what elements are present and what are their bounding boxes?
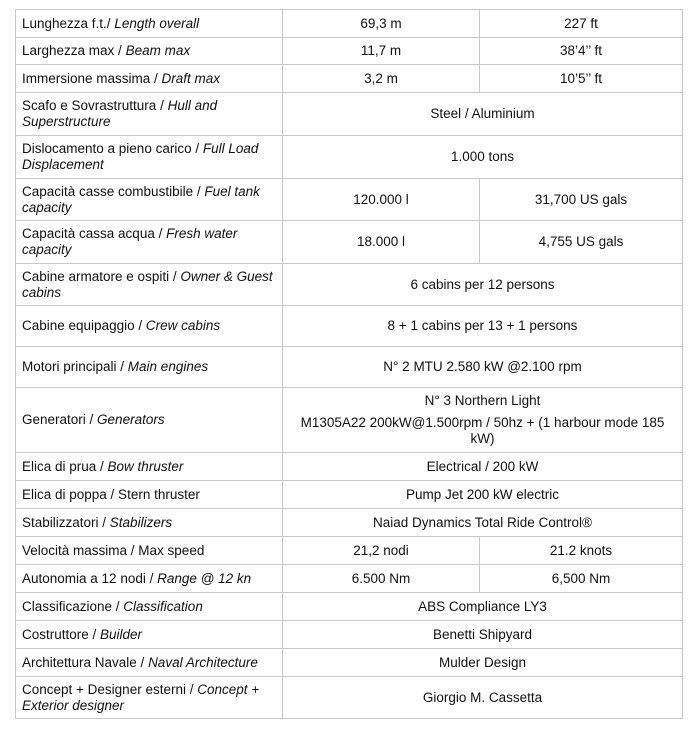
spec-value: Electrical / 200 kW [283, 453, 683, 481]
spec-label: Concept + Designer esterni / Concept + Exterior designer [16, 677, 283, 719]
spec-label: Elica di poppa / Stern thruster [16, 481, 283, 509]
spec-row-length-overall [16, 10, 683, 38]
spec-value-imperial: 4,755 US gals [480, 221, 683, 264]
spec-row-builder [16, 621, 683, 649]
spec-value-imperial: 38’4’’ ft [480, 38, 683, 65]
generator-model: M1305A22 200kW@1.500rpm / 50hz + (1 harbour mode 185 kW) [300, 415, 665, 446]
spec-row-classification [16, 593, 683, 621]
spec-row-stabilizers [16, 509, 683, 537]
spec-row-stern-thruster [16, 481, 683, 509]
spec-value-imperial: 31,700 US gals [480, 179, 683, 221]
spec-label: Costruttore / Builder [16, 621, 283, 649]
spec-row-draft-max [16, 65, 683, 93]
spec-row-beam-max [16, 38, 683, 65]
spec-label: Architettura Navale / Naval Architecture [16, 649, 283, 677]
spec-value: 8 + 1 cabins per 13 + 1 persons [283, 306, 683, 347]
specifications-table [15, 9, 683, 719]
spec-value: 1.000 tons [283, 136, 683, 179]
spec-value-imperial: 21.2 knots [480, 537, 683, 565]
spec-value [283, 388, 683, 453]
spec-value-metric: 21,2 nodi [283, 537, 480, 565]
spec-label: Larghezza max / Beam max [16, 38, 283, 65]
spec-value-metric: 69,3 m [283, 10, 480, 38]
generator-count: N° 3 Northern Light [424, 393, 541, 408]
spec-row-bow-thruster [16, 453, 683, 481]
spec-value-metric: 11,7 m [283, 38, 480, 65]
spec-value-imperial: 10’5’’ ft [480, 65, 683, 93]
spec-value: Steel / Aluminium [283, 93, 683, 136]
spec-row-main-engines [16, 347, 683, 388]
spec-row-fresh-water-capacity [16, 221, 683, 264]
spec-label: Dislocamento a pieno carico / Full Load Displacement [16, 136, 283, 179]
spec-label: Elica di prua / Bow thruster [16, 453, 283, 481]
spec-label: Scafo e Sovrastruttura / Hull and Superstructure [16, 93, 283, 136]
spec-row-full-load-displacement [16, 136, 683, 179]
spec-value-imperial: 6,500 Nm [480, 565, 683, 593]
spec-label: Stabilizzatori / Stabilizers [16, 509, 283, 537]
spec-label: Motori principali / Main engines [16, 347, 283, 388]
spec-label: Generatori / Generators [16, 388, 283, 453]
spec-value: Giorgio M. Cassetta [283, 677, 683, 719]
spec-value: ABS Compliance LY3 [283, 593, 683, 621]
spec-row-owner-guest-cabins [16, 264, 683, 306]
spec-row-hull-superstructure [16, 93, 683, 136]
spec-value: Naiad Dynamics Total Ride Control® [283, 509, 683, 537]
spec-row-exterior-designer [16, 677, 683, 719]
spec-label: Autonomia a 12 nodi / Range @ 12 kn [16, 565, 283, 593]
spec-label: Immersione massima / Draft max [16, 65, 283, 93]
spec-value: Benetti Shipyard [283, 621, 683, 649]
spec-row-crew-cabins [16, 306, 683, 347]
spec-value-metric: 3,2 m [283, 65, 480, 93]
spec-value-metric: 18.000 l [283, 221, 480, 264]
spec-label: Cabine armatore e ospiti / Owner & Guest cabins [16, 264, 283, 306]
spec-label: Lunghezza f.t./ Length overall [16, 10, 283, 38]
spec-value: Mulder Design [283, 649, 683, 677]
spec-value: Pump Jet 200 kW electric [283, 481, 683, 509]
spec-row-generators [16, 388, 683, 453]
spec-row-fuel-tank-capacity [16, 179, 683, 221]
spec-label: Capacità cassa acqua / Fresh water capacity [16, 221, 283, 264]
spec-sheet [15, 9, 682, 719]
spec-label: Cabine equipaggio / Crew cabins [16, 306, 283, 347]
spec-row-naval-architecture [16, 649, 683, 677]
spec-row-max-speed [16, 537, 683, 565]
spec-label: Capacità casse combustibile / Fuel tank capacity [16, 179, 283, 221]
spec-row-range [16, 565, 683, 593]
spec-label: Velocità massima / Max speed [16, 537, 283, 565]
spec-value: 6 cabins per 12 persons [283, 264, 683, 306]
spec-value-metric: 120.000 l [283, 179, 480, 221]
spec-label: Classificazione / Classification [16, 593, 283, 621]
spec-value-imperial: 227 ft [480, 10, 683, 38]
spec-value-metric: 6.500 Nm [283, 565, 480, 593]
spec-value: N° 2 MTU 2.580 kW @2.100 rpm [283, 347, 683, 388]
